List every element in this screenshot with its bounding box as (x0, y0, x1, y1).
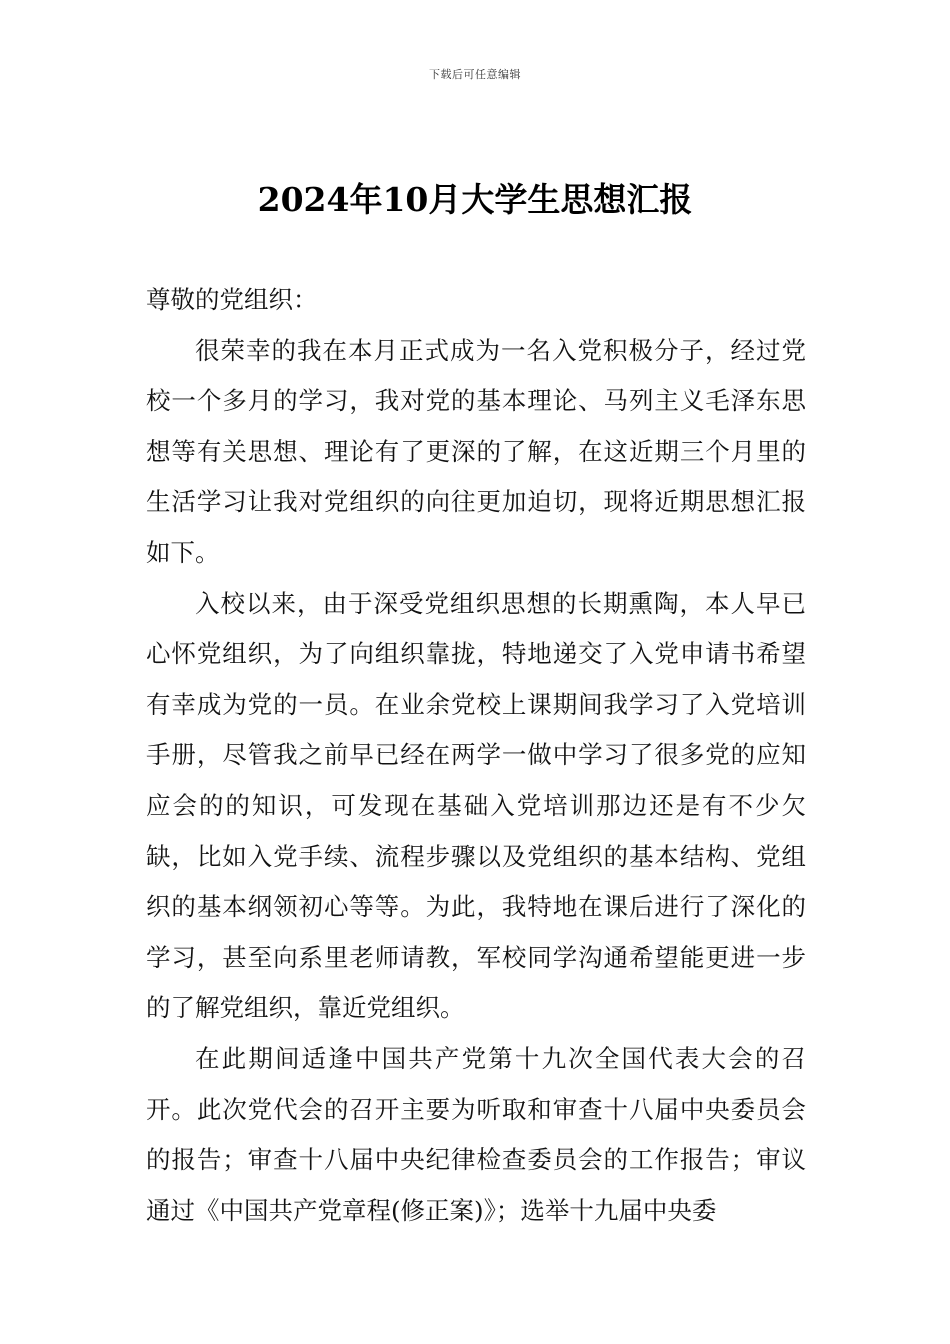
paragraph-3: 在此期间适逢中国共产党第十九次全国代表大会的召开。此次党代会的召开主要为听取和审查十八届中央委员会的报告；审查十八届中央纪律检查委员会的工作报告；审议通过《中国共产党章程(修正案)》；选举十九届中央委 (146, 1043, 806, 1225)
document-body (146, 275, 806, 1236)
paragraph-2: 入校以来，由于深受党组织思想的长期熏陶，本人早已心怀党组织，为了向组织靠拢，特地递交了入党申请书希望有幸成为党的一员。在业余党校上课期间我学习了入党培训手册，尽管我之前早已经在两学一做中学习了很多党的应知应会的的知识，可发现在基础入党培训那边还是有不少欠缺，比如入党手续、流程步骤以及党组织的基本结构、党组织的基本纲领初心等等。为此，我特地在课后进行了深化的学习，甚至向系里老师请教，军校同学沟通希望能更进一步的了解党组织，靠近党组织。 (146, 588, 806, 1023)
paragraph-1: 很荣幸的我在本月正式成为一名入党积极分子，经过党校一个多月的学习，我对党的基本理论、马列主义毛泽东思想等有关思想、理论有了更深的了解，在这近期三个月里的生活学习让我对党组织的向往更加迫切，现将近期思想汇报如下。 (146, 335, 806, 567)
document-title: 2024年10月大学生思想汇报 (257, 180, 693, 219)
salutation: 尊敬的党组织： (146, 285, 318, 314)
header-note: 下载后可任意编辑 (429, 68, 521, 81)
